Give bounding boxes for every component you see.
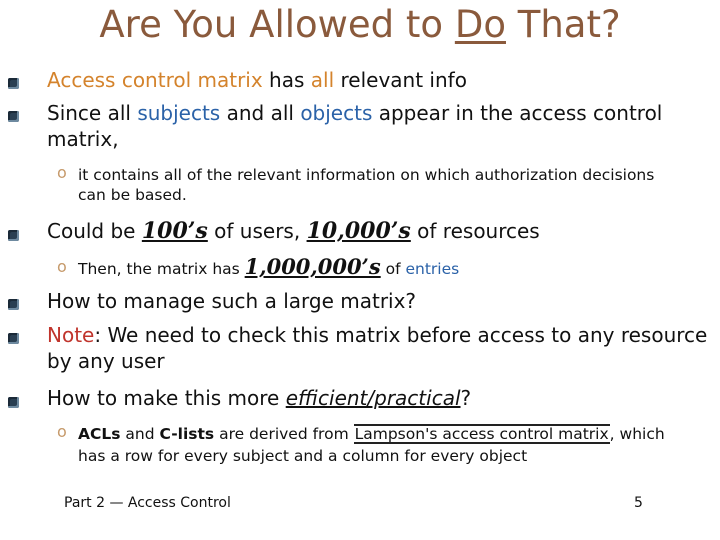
bullet-scale: [47, 219, 540, 243]
b6-text: How to make this more: [47, 386, 286, 410]
term-efficient-practical: efficient/practical: [285, 386, 461, 410]
title-post: That?: [505, 3, 621, 46]
bullet-subjects-objects-line2: matrix,: [47, 127, 119, 151]
bullet-subjects-objects: [47, 101, 662, 125]
s3-text-mid: are derived from: [214, 425, 354, 443]
sub-matrix-entries: [78, 254, 460, 279]
sub-acls-clists: [78, 424, 665, 444]
square-bullet-icon: [8, 107, 19, 126]
square-bullet-icon: [8, 295, 19, 314]
term-clists: C-lists: [159, 425, 215, 443]
bullet-access-matrix: [47, 68, 467, 92]
square-bullet-icon: [8, 226, 19, 245]
term-10000s: 10,000’s: [306, 218, 411, 244]
bullet-note: [47, 323, 707, 347]
circle-bullet-icon: o: [57, 422, 67, 441]
sub-all-relevant-info-line2: can be based.: [78, 186, 187, 204]
b1-text-end: relevant info: [334, 68, 467, 92]
term-acls: ACLs: [78, 425, 121, 443]
square-bullet-icon: [8, 329, 19, 348]
square-bullet-icon: [8, 393, 19, 412]
bullet-efficient: [47, 386, 471, 410]
b3-text-end: of resources: [410, 219, 540, 243]
square-bullet-icon: [8, 74, 19, 93]
term-objects: objects: [300, 101, 373, 125]
b6-text-end: ?: [460, 386, 472, 410]
sub-all-relevant-info: it contains all of the relevant information on which authorization decisions: [78, 166, 655, 184]
term-access-control-matrix: Access control matrix: [47, 68, 263, 92]
b3-text-mid: of users,: [207, 219, 307, 243]
circle-bullet-icon: o: [57, 163, 67, 182]
b2-text-mid: and all: [220, 101, 301, 125]
term-1000000s: 1,000,000’s: [244, 254, 381, 279]
term-entries: entries: [405, 260, 460, 278]
bullet-manage-matrix: How to manage such a large matrix?: [47, 289, 417, 313]
term-all: all: [310, 68, 335, 92]
b2-text: Since all: [47, 101, 138, 125]
footer-title: Part 2 — Access Control: [64, 495, 231, 511]
s2-text: Then, the matrix has: [78, 260, 245, 278]
bullet-note-line2: by any user: [47, 349, 165, 373]
title-pre: Are You Allowed to: [99, 3, 455, 46]
term-note: Note: [47, 323, 95, 347]
s2-text-mid: of: [380, 260, 406, 278]
slide-title: [0, 4, 720, 46]
b3-text: Could be: [47, 219, 142, 243]
b2-text-end: appear in the access control: [372, 101, 663, 125]
sub-acls-clists-line2: has a row for every subject and a column for every object: [78, 447, 528, 465]
term-lampson-matrix: Lampson's access control matrix: [354, 425, 609, 443]
b1-text: has: [262, 68, 311, 92]
page-number: 5: [634, 495, 643, 511]
term-subjects: subjects: [137, 101, 221, 125]
term-100s: 100’s: [141, 218, 208, 244]
b5-text: : We need to check this matrix before access to any resource: [94, 323, 708, 347]
s3-text: and: [120, 425, 160, 443]
s3-text-end: , which: [609, 425, 665, 443]
circle-bullet-icon: o: [57, 257, 67, 276]
title-emph: Do: [454, 3, 506, 46]
